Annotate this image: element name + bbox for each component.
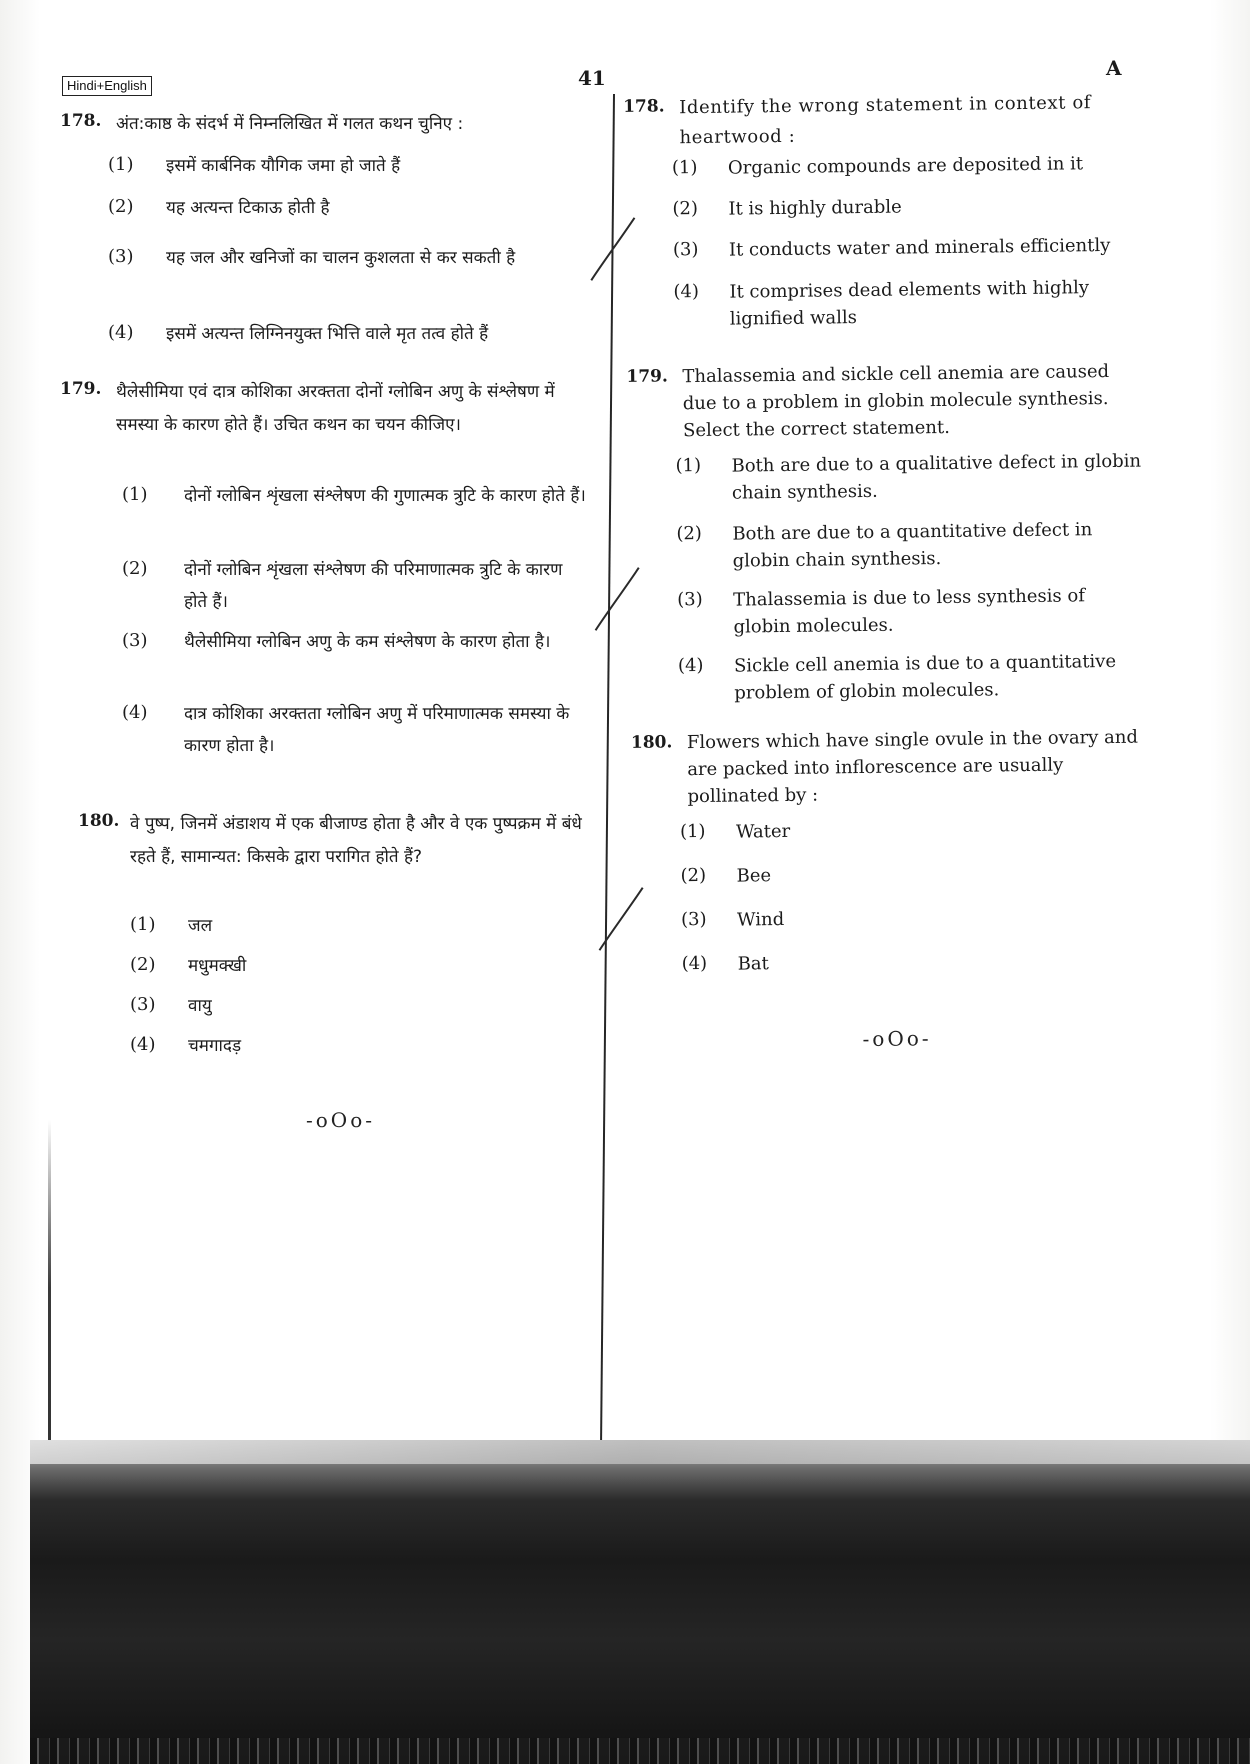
option-number: (3) [680,908,707,931]
scanner-speckle [30,1738,1250,1764]
option-number: (4) [673,280,700,303]
end-of-section-mark: -oOo- [306,1108,375,1132]
option-2 [616,191,1146,224]
option-3 [621,582,1147,642]
option-1 [616,150,1146,183]
question-text: Thalassemia and sickle cell anemia are caused due to a problem in globin molecule synthesis. Select the correct statement. [682,360,1110,442]
option-4 [60,698,590,762]
option-number: (2) [672,197,699,220]
option-text: Bat [737,953,769,975]
option-text: चमगादड़ [188,1036,242,1056]
option-4 [617,274,1143,334]
option-2 [60,192,600,224]
question-number: 179. [626,366,668,387]
option-text: Organic compounds are deposited in it [727,153,1084,179]
option-number: (4) [681,952,708,975]
option-2 [624,857,1154,890]
answer-tick-mark [587,564,648,635]
option-text: Bee [736,865,772,887]
option-4 [60,318,600,350]
question-number: 180. [78,811,120,831]
end-of-section-mark: -oOo- [862,1026,932,1052]
option-number: (2) [680,864,707,887]
option-text: वायु [188,996,212,1016]
option-text: It comprises dead elements with highly lignified walls [729,277,1090,330]
option-number: (2) [130,954,156,975]
question-text: वे पुष्प, जिनमें अंडाशय में एक बीजाण्ड होता है और वे एक पुष्पक्रम में बंधे रहते हैं, सामान्यत: किसके द्वारा परागित होते हैं? [130,814,582,867]
question-180-hindi [60,808,600,874]
scanner-shadow-band [30,1440,1250,1764]
question-number: 178. [623,96,665,117]
question-text: अंत:काष्ठ के संदर्भ में निम्नलिखित में गलत कथन चुनिए : [116,114,464,134]
option-4 [622,648,1148,708]
question-text: Flowers which have single ovule in the ovary and are packed into inflorescence are usually pollinated by : [686,726,1139,808]
option-3 [60,242,600,274]
option-text: It conducts water and minerals efficiently [728,234,1111,261]
option-number: (1) [671,156,698,179]
option-2 [60,554,590,618]
option-text: Water [735,820,791,843]
option-text: यह जल और खनिजों का चालन कुशलता से कर सकती है [166,248,516,268]
question-179-english [618,358,1144,445]
option-text: थैलेसीमिया ग्लोबिन अणु के कम संश्लेषण के कारण होता है। [184,632,551,652]
option-number: (3) [122,630,148,651]
option-text: यह अत्यन्त टिकाऊ होती है [166,198,330,218]
option-text: Sickle cell anemia is due to a quantitative problem of globin molecules. [733,650,1117,704]
option-number: (4) [122,702,148,723]
option-3 [617,232,1147,265]
answer-tick-mark [591,884,652,955]
option-number: (1) [122,484,148,505]
question-180-english [623,723,1154,810]
option-number: (3) [130,994,156,1015]
question-text: Identify the wrong statement in context of heartwood : [679,92,1092,149]
option-number: (3) [677,588,703,611]
option-1 [624,813,1154,846]
option-1 [60,910,600,942]
option-text: Both are due to a qualitative defect in globin chain synthesis. [731,450,1142,504]
option-text: Wind [736,908,785,931]
question-178-hindi [60,108,600,141]
option-number: (2) [122,558,148,579]
option-2 [620,516,1146,576]
option-3 [625,901,1155,934]
option-number: (4) [677,654,704,677]
option-1 [60,480,590,512]
option-number: (3) [672,238,699,261]
option-text: It is highly durable [728,196,902,220]
option-text: Both are due to a quantitative defect in globin chain synthesis. [732,519,1093,572]
option-text: Thalassemia is due to less synthesis of globin molecules. [733,585,1086,638]
option-text: मधुमक्खी [188,956,247,976]
option-text: इसमें अत्यन्त लिग्निनयुक्त भित्ति वाले मृत तत्व होते हैं [166,324,489,344]
option-1 [619,448,1145,508]
option-text: दोनों ग्लोबिन शृंखला संश्लेषण की परिमाणात्मक त्रुटि के कारण होते हैं। [184,560,563,612]
option-number: (3) [108,246,134,267]
question-178-english [615,88,1141,154]
question-number: 180. [630,732,673,753]
option-3 [60,626,590,658]
option-number: (1) [675,454,702,477]
option-1 [60,150,600,182]
option-number: (1) [130,914,156,935]
option-4 [625,945,1155,978]
option-number: (4) [130,1034,156,1055]
option-number: (1) [108,154,134,175]
answer-tick-mark [582,214,643,285]
option-text: दोनों ग्लोबिन शृंखला संश्लेषण की गुणात्मक त्रुटि के कारण होते हैं। [184,486,586,506]
option-text: जल [188,916,213,936]
question-text: थैलेसीमिया एवं दात्र कोशिका अरक्तता दोनों ग्लोबिन अणु के संश्लेषण में समस्या के कारण होते हैं। उचित कथन का चयन कीजिए। [116,382,555,435]
option-text: इसमें कार्बनिक यौगिक जमा हो जाते हैं [166,156,401,176]
language-badge: Hindi+English [62,76,152,96]
option-number: (2) [676,522,703,545]
option-number: (2) [108,196,134,217]
question-number: 178. [60,111,102,131]
set-code: A [1106,56,1122,80]
page-number: 41 [578,66,606,90]
option-number: (1) [679,820,706,843]
english-column [615,88,1145,1052]
column-divider [599,94,615,1539]
option-2 [60,950,600,982]
option-text: दात्र कोशिका अरक्तता ग्लोबिन अणु में परिमाणात्मक समस्या के कारण होता है। [184,704,570,756]
option-3 [60,990,600,1022]
question-179-hindi [60,376,590,442]
question-number: 179. [60,379,102,399]
scanner-sheen [30,1440,1250,1464]
option-4 [60,1030,600,1062]
option-number: (4) [108,322,134,343]
